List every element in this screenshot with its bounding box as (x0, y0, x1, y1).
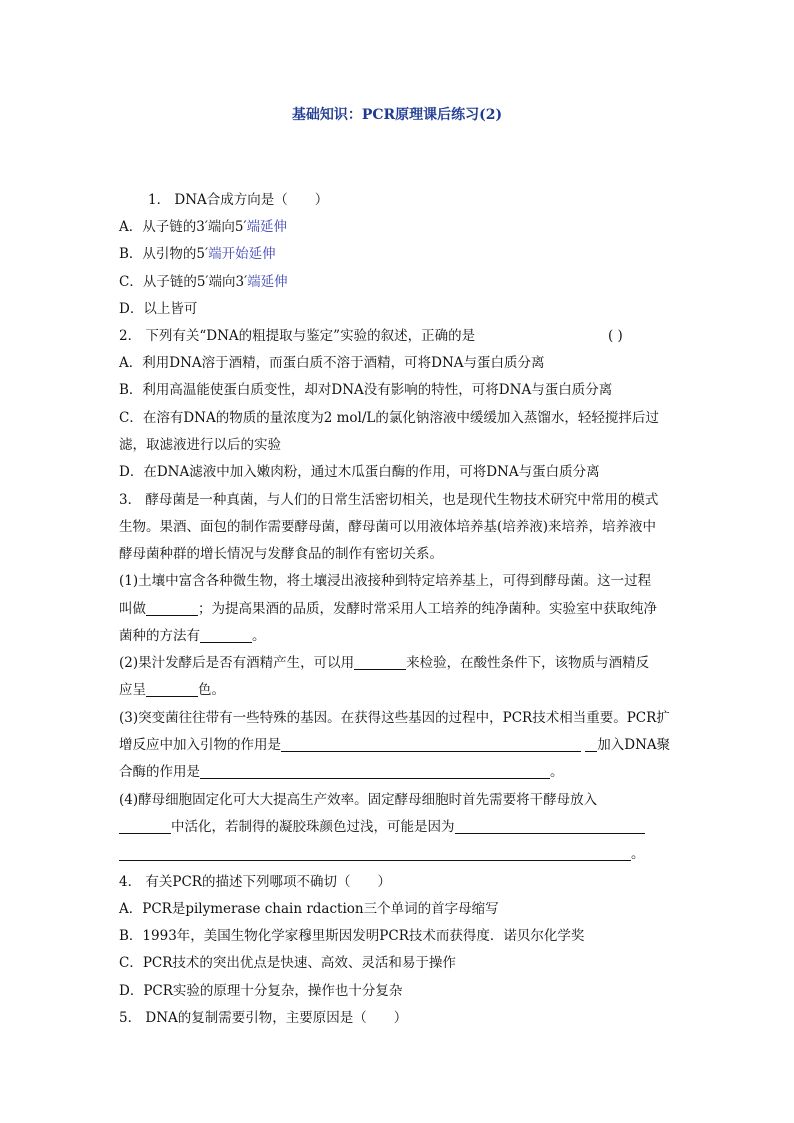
q3-part3-text-d: 。 (550, 764, 564, 780)
q3-part1-line1: (1)土壤中富含各种微生物，将土壤浸出液接种到特定培养基上，可得到酵母菌。这一过程 (119, 573, 652, 589)
q2-option-c-line2: 滤，取滤液进行以后的实验 (119, 437, 281, 453)
q3-part3-blank-1[interactable] (281, 737, 581, 752)
q3-part2-text-d: 色。 (198, 682, 225, 698)
q1-option-d: D．以上皆可 (119, 301, 198, 317)
q4-stem: 4． 有关PCR的描述下列哪项不确切（ ） (119, 874, 391, 890)
q3-part2-text-c: 应呈 (119, 682, 146, 698)
q1-option-a (119, 217, 287, 237)
q3-stem-line2: 生物。果酒、面包的制作需要酵母菌，酵母菌可以用液体培养基(培养液)来培养，培养液中 (119, 519, 657, 535)
q3-part3-blank-3[interactable] (200, 764, 550, 779)
q3-part2-text-b: 来检验，在酸性条件下，该物质与酒精反 (406, 655, 650, 671)
q1-option-c-suffix: 端延伸 (247, 274, 288, 290)
q4-option-a: A．PCR是pilymerase chain rdaction三个单词的首字母缩写 (119, 901, 499, 917)
q2-option-c-line1: C．在溶有DNA的物质的量浓度为2 mol/L的氯化钠溶液中缓缓加入蒸馏水，轻轻搅拌后过 (119, 410, 659, 426)
q1-option-b-prefix: B．从引物的5′ (119, 246, 209, 262)
q3-part1-text-a: 叫做 (119, 601, 146, 617)
q4-option-d: D．PCR实验的原理十分复杂，操作也十分复杂 (119, 983, 403, 999)
q3-part2-blank-2[interactable] (146, 682, 198, 697)
q3-part4-line3 (119, 844, 645, 864)
q3-part3-text-c: 合酶的作用是 (119, 764, 200, 780)
q3-part4-line2 (119, 817, 645, 837)
q3-part1-text-c: 菌种的方法有 (119, 628, 200, 644)
q3-stem-line3: 酵母菌种群的增长情况与发酵食品的制作有密切关系。 (119, 546, 443, 562)
q3-part4-text-b: 。 (631, 846, 645, 862)
q1-option-c (119, 272, 288, 292)
q1-option-b-suffix: 端开始延伸 (208, 246, 276, 262)
q1-stem: 1． DNA合成方向是（ ） (148, 192, 329, 208)
q2-answer-paren: ( ) (608, 328, 623, 344)
q3-part3-blank-2[interactable] (585, 737, 597, 752)
q3-part3-line3 (119, 762, 564, 782)
q4-option-c: C．PCR技术的突出优点是快速、高效、灵活和易于操作 (119, 955, 456, 971)
q3-part2-line1 (119, 653, 649, 673)
q3-part3-text-b: 加入DNA聚 (597, 737, 671, 753)
q2-option-b: B．利用高温能使蛋白质变性，却对DNA没有影响的特性，可将DNA与蛋白质分离 (119, 382, 613, 398)
q3-part1-blank-1[interactable] (146, 601, 198, 616)
q3-part4-line1: (4)酵母细胞固定化可大大提高生产效率。固定酵母细胞时首先需要将干酵母放入 (119, 792, 598, 808)
q3-part3-line2 (119, 735, 670, 755)
q3-part4-blank-2[interactable] (455, 819, 645, 834)
q3-part2-line2 (119, 680, 225, 700)
q5-stem: 5． DNA的复制需要引物，主要原因是（ ） (119, 1010, 408, 1026)
q4-option-b: B．1993年，美国生物化学家穆里斯因发明PCR技术而获得度．诺贝尔化学奖 (119, 928, 585, 944)
q3-part4-text-a: 中活化，若制得的凝胶珠颜色过浅，可能是因为 (171, 819, 455, 835)
q3-part1-text-d: 。 (252, 628, 266, 644)
q3-stem-line1: 3． 酵母菌是一种真菌，与人们的日常生活密切相关，也是现代生物技术研究中常用的模式 (119, 492, 659, 508)
q3-part3-text-a: 增反应中加入引物的作用是 (119, 737, 281, 753)
q2-option-a: A．利用DNA溶于酒精，而蛋白质不溶于酒精，可将DNA与蛋白质分离 (119, 355, 545, 371)
q1-option-a-prefix: A．从子链的3′端向5′ (119, 219, 247, 235)
q3-part4-blank-1[interactable] (119, 819, 171, 834)
q3-part3-line1: (3)突变菌往往带有一些特殊的基因。在获得这些基因的过程中，PCR技术相当重要。PCR扩 (119, 710, 670, 726)
q3-part1-text-b: ；为提高果酒的品质，发酵时常采用人工培养的纯净菌种。实验室中获取纯净 (198, 601, 657, 617)
q3-part4-blank-3[interactable] (119, 846, 631, 861)
q3-part1-line3 (119, 626, 266, 646)
q3-part2-text-a: (2)果汁发酵后是否有酒精产生，可以用 (119, 655, 355, 671)
q3-part2-blank-1[interactable] (354, 655, 406, 670)
q2-stem: 2． 下列有关“DNA的粗提取与鉴定”实验的叙述，正确的是 (119, 328, 476, 344)
page-title: 基础知识：PCR原理课后练习(2) (291, 107, 503, 123)
q1-option-c-prefix: C．从子链的5′端向3′ (119, 274, 248, 290)
q3-part1-blank-2[interactable] (200, 628, 252, 643)
q1-option-a-suffix: 端延伸 (246, 219, 288, 235)
q3-part1-line2 (119, 599, 657, 619)
q2-option-d: D．在DNA滤液中加入嫩肉粉，通过木瓜蛋白酶的作用，可将DNA与蛋白质分离 (119, 464, 600, 480)
q1-option-b (119, 244, 276, 264)
